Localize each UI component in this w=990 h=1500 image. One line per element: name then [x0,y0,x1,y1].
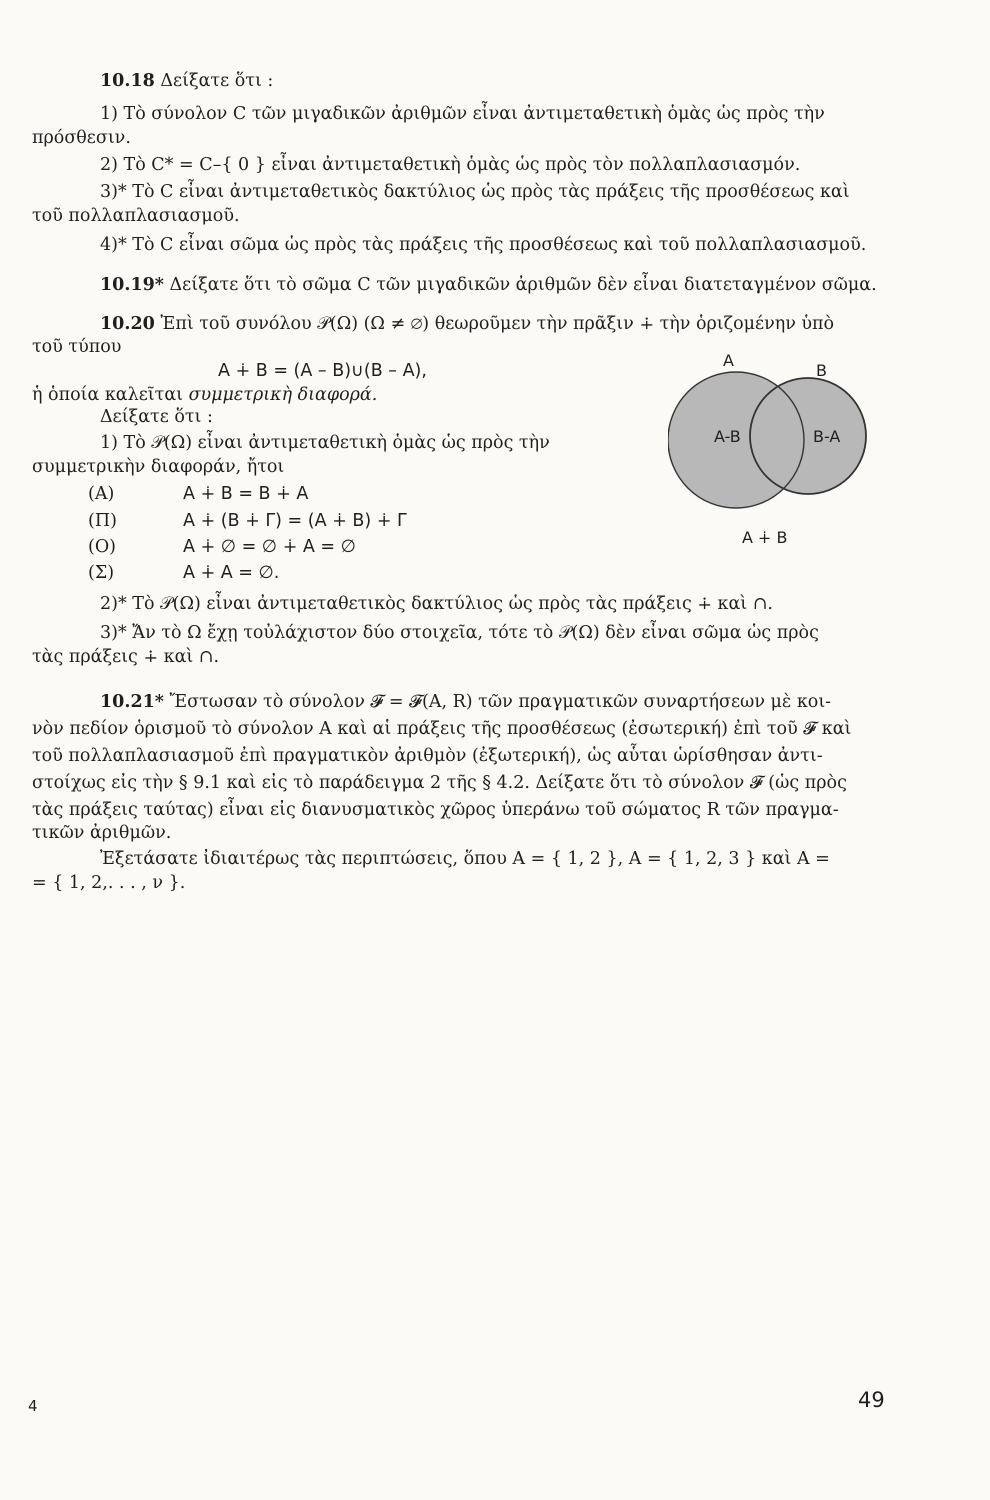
ex1021-line8: = { 1, 2,. . . , ν }. [32,873,186,893]
exercise-10-21-line1 [100,691,831,713]
prop-p-label: (Π) [88,511,117,531]
ex1018-item4: 4)* Τὸ C εἶναι σῶμα ὡς πρὸς τὰς πράξεις τῆς προσθέσεως καὶ τοῦ πολλαπλασιασμοῦ. [100,235,867,255]
exercise-number: 10.18 [100,71,155,91]
exercise-text: Δείξατε ὅτι τὸ σῶμα C τῶν μιγαδικῶν ἀριθμῶν δὲν εἶναι διατεταγμένον σῶμα. [169,275,877,295]
ex1018-item1-line2: πρόσθεσιν. [32,128,131,148]
ex1020-line3 [32,384,377,406]
term-symmetric-difference: συμμετρικὴ διαφορά. [188,385,378,405]
ex1021-line7: Ἐξετάσατε ἰδιαιτέρως τὰς περιπτώσεις, ὅπου A = { 1, 2 }, A = { 1, 2, 3 } καὶ A = [100,849,830,869]
prop-o: A ∔ ∅ = ∅ ∔ A = ∅ [183,537,356,557]
ex1021-line6: τικῶν ἀριθμῶν. [32,823,172,843]
ex1018-item3-line2: τοῦ πολλαπλασιασμοῦ. [32,206,240,226]
venn-region-b-minus-a: B-A [813,427,841,446]
exercise-number: 10.21* [100,692,164,712]
ex1020-item3-line1: 3)* Ἄν τὸ Ω ἔχῃ τοὐλάχιστον δύο στοιχεῖα, τότε τὸ 𝒫(Ω) δὲν εἶναι σῶμα ὡς πρὸς [100,623,819,643]
ex1020-item1: 1) Τὸ 𝒫(Ω) εἶναι ἀντιμεταθετικὴ ὁμὰς ὡς πρὸς τὴν [100,433,550,453]
ex1020-line2: τοῦ τύπου [32,337,122,357]
exercise-intro: Δείξατε ὅτι : [160,71,274,91]
prop-a-label: (Α) [88,484,115,504]
prop-p: A ∔ (B ∔ Γ) = (A ∔ B) ∔ Γ [183,511,407,531]
venn-diagram [668,346,878,556]
definition-text: ἡ ὁποία καλεῖται [32,385,189,405]
venn-caption: A ∔ B [742,528,788,547]
ex1021-line4: στοίχως εἰς τὴν § 9.1 καὶ εἰς τὸ παράδειγμα 2 τῆς § 4.2. Δείξατε ὅτι τὸ σύνολον 𝓕 (ὡς πρὸς [32,773,847,793]
margin-mark: 4 [28,1397,38,1415]
prop-o-label: (Ο) [88,537,117,557]
ex1021-line5: τὰς πράξεις ταύτας) εἶναι εἰς διανυσματικὸς χῶρος ὑπεράνω τοῦ σώματος R τῶν πραγμα- [32,800,839,820]
venn-label-b: B [816,361,827,380]
prop-s: A ∔ A = ∅. [183,563,280,583]
ex1018-item3-line1: 3)* Τὸ C εἶναι ἀντιμεταθετικὸς δακτύλιος ὡς πρὸς τὰς πράξεις τῆς προσθέσεως καὶ [100,182,850,202]
page-number: 49 [858,1388,885,1412]
exercise-10-18-heading [100,70,273,92]
venn-region-a-minus-b: A-B [714,427,741,446]
exercise-text: Ἐπὶ τοῦ συνόλου 𝒫(Ω) (Ω ≠ ∅) θεωροῦμεν τὴν πρᾶξιν ∔ τὴν ὁριζομένην ὑπὸ [160,314,835,334]
ex1018-item2: 2) Τὸ C* = C–{ 0 } εἶναι ἀντιμεταθετικὴ ὁμὰς ὡς πρὸς τὸν πολλαπλασιασμόν. [100,155,801,175]
ex1020-item1-cont: συμμετρικὴν διαφοράν, ἤτοι [32,457,285,477]
exercise-10-19 [100,274,877,296]
ex1021-line2: νὸν πεδίον ὁρισμοῦ τὸ σύνολον A καὶ αἱ πράξεις τῆς προσθέσεως (ἐσωτερική) ἐπὶ τοῦ 𝓕 καὶ [32,719,852,739]
symmetric-difference-formula: A ∔ B = (A – B)∪(B – A), [218,361,427,381]
ex1020-line4: Δείξατε ὅτι : [100,407,213,427]
prop-a: A ∔ B = B ∔ A [183,484,309,504]
exercise-number: 10.19* [100,275,164,295]
venn-label-a: A [723,351,734,370]
exercise-number: 10.20 [100,314,155,334]
exercise-10-20-line1 [100,313,834,335]
ex1018-item1-line1: 1) Τὸ σύνολον C τῶν μιγαδικῶν ἀριθμῶν εἶναι ἀντιμεταθετικὴ ὁμὰς ὡς πρὸς τὴν [100,104,825,124]
exercise-text: Ἔστωσαν τὸ σύνολον 𝓕 = 𝓕(A, R) τῶν πραγματικῶν συναρτήσεων μὲ κοι- [169,692,832,712]
ex1020-item2: 2)* Τὸ 𝒫(Ω) εἶναι ἀντιμεταθετικὸς δακτύλιος ὡς πρὸς τὰς πράξεις ∔ καὶ ∩. [100,594,773,614]
ex1021-line3: τοῦ πολλαπλασιασμοῦ ἐπὶ πραγματικὸν ἀριθμὸν (ἐξωτερική), ὡς αὗται ὡρίσθησαν ἀντι- [32,746,823,766]
prop-s-label: (Σ) [88,563,115,583]
ex1020-item3-line2: τὰς πράξεις ∔ καὶ ∩. [32,647,220,667]
